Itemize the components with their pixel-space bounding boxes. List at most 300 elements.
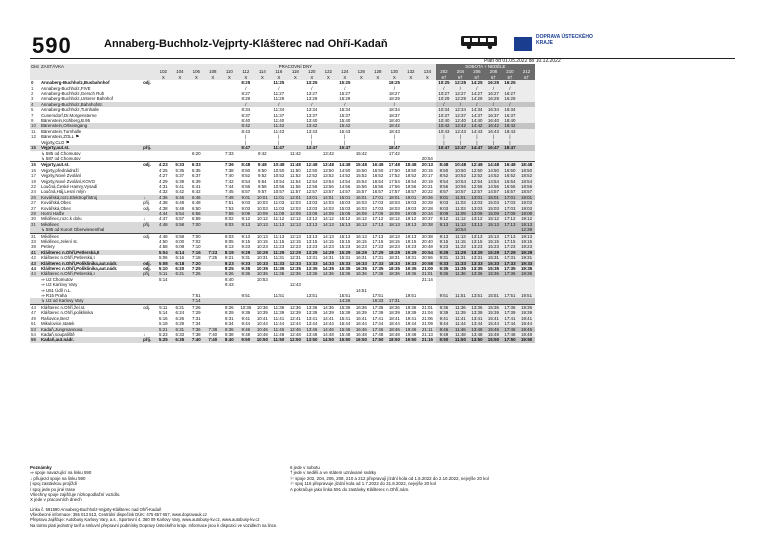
trip-number: 102 <box>155 69 172 74</box>
departure-time: 12:44 <box>289 321 301 327</box>
departure-time: 9:46 <box>238 327 255 332</box>
departure-time: 15:42 <box>337 123 354 128</box>
departure-time: 9:29 <box>238 250 255 255</box>
departure-time: 16:50 <box>502 168 519 173</box>
departure-time: 11:23 <box>273 244 285 250</box>
departure-time: 12:41 <box>289 315 301 321</box>
departure-time: 17:42 <box>388 150 400 156</box>
departure-time: 14:54 <box>485 179 502 184</box>
departure-time: 6:48 <box>192 200 201 206</box>
departure-time: 21:09 <box>421 321 433 327</box>
departure-time: 13:13 <box>469 233 486 239</box>
departure-time: 19:44 <box>518 321 535 326</box>
departure-time: 13:27 <box>306 91 318 97</box>
departure-time: / <box>304 102 321 107</box>
departure-time: 12:39 <box>289 310 301 316</box>
departure-time: / <box>469 102 486 107</box>
departure-time: 10:25 <box>436 80 453 85</box>
row-km: 3 <box>31 96 34 102</box>
departure-time: 16:50 <box>353 337 370 342</box>
departure-time: 15:25 <box>339 80 351 86</box>
departure-time: 12:56 <box>306 183 318 189</box>
departure-time: 10:54 <box>273 178 285 184</box>
table-row <box>30 80 535 85</box>
departure-time: 10:54 <box>452 179 469 184</box>
departure-time: 15:41 <box>339 315 351 321</box>
row-station-name: Kadaň,Jungmannova <box>40 327 142 332</box>
departure-time: 9:13 <box>436 233 453 239</box>
trip-number: 208 <box>485 69 502 74</box>
departure-time: 16:03 <box>355 205 367 211</box>
departure-time: 18:33 <box>386 261 403 266</box>
departure-time: 11:29 <box>452 250 469 255</box>
departure-time: 12:15 <box>289 239 301 244</box>
departure-time: 5:37 <box>175 173 185 179</box>
departure-time: 14:47 <box>469 145 486 150</box>
departure-time: 10:50 <box>452 168 469 173</box>
departure-time: 9:03 <box>436 200 453 205</box>
departure-time: 4:38 <box>159 200 168 206</box>
departure-time: 8:43 <box>241 128 251 134</box>
trip-symbol: 6† <box>485 75 502 80</box>
departure-time: 19:46 <box>403 327 420 332</box>
trip-symbol: X <box>287 75 304 80</box>
row-station-name: Petlery <box>41 244 55 250</box>
departure-time: 12:46 <box>287 327 304 332</box>
departure-time: 19:09 <box>403 211 420 216</box>
departure-time: 16:12 <box>355 216 367 222</box>
departure-time: 16:43 <box>485 129 502 134</box>
row-arrival-departure: příj. <box>142 145 155 150</box>
departure-time: 11:54 <box>289 178 301 184</box>
departure-time: 9:56 <box>258 183 267 189</box>
departure-time: 13:48 <box>469 332 486 337</box>
departure-time: 19:48 <box>518 332 535 337</box>
departure-time: 20:38 <box>419 222 436 227</box>
departure-time: 18:46 <box>386 327 403 332</box>
trip-number: 116 <box>271 69 288 74</box>
departure-time: 14:09 <box>320 211 337 216</box>
departure-time: 13:12 <box>306 216 318 222</box>
departure-time: 18:29 <box>386 250 403 255</box>
row-km: 33 <box>31 239 36 244</box>
departure-time: 15:48 <box>353 162 370 168</box>
departure-time: 12:48 <box>289 331 301 337</box>
departure-time: 9:46 <box>436 327 453 332</box>
departure-time: 19:36 <box>403 271 420 276</box>
departure-time: 13:36 <box>469 304 486 310</box>
departure-time: 11:57 <box>289 189 301 195</box>
row-km: 22 <box>31 183 36 189</box>
departure-time: 10:37 <box>436 113 453 118</box>
departure-time: 12:36 <box>287 304 304 310</box>
departure-time: 18:54 <box>518 179 535 184</box>
departure-time: 18:50 <box>518 168 535 173</box>
departure-time: 16:23 <box>355 244 367 250</box>
departure-time: 10:57 <box>452 189 469 194</box>
departure-time: 9:51 <box>436 293 453 298</box>
departure-time: 5:58 <box>172 222 189 227</box>
departure-time: 11:12 <box>452 216 469 221</box>
departure-time: 13:31 <box>469 255 486 260</box>
departure-time: 10:29 <box>436 96 453 101</box>
departure-time: 9:41 <box>241 315 251 321</box>
departure-time: 9:50 <box>238 337 255 342</box>
departure-time: 8:48 <box>436 162 453 168</box>
row-km: 31 <box>30 233 40 239</box>
departure-time: 19:03 <box>518 206 535 211</box>
departure-time: 4:36 <box>155 195 172 200</box>
departure-time: 8:31 <box>225 315 234 321</box>
row-km: 38 <box>31 244 36 250</box>
departure-time: 15:36 <box>337 271 354 276</box>
departure-time: 16:41 <box>355 315 367 321</box>
departure-time: 12:50 <box>469 168 486 173</box>
departure-time: 11:50 <box>452 337 469 342</box>
row-station-name: Bärenstein,Kühberg,B.95 <box>41 118 91 124</box>
departure-time: 19:15 <box>405 239 417 244</box>
departure-time: 7:38 <box>205 327 222 332</box>
row-km: 24 <box>31 189 36 195</box>
departure-time: 10:12 <box>256 216 268 222</box>
departure-time: 6:21 <box>172 271 189 276</box>
departure-time: 15:33 <box>485 261 502 266</box>
departure-time: 15:41 <box>485 316 502 321</box>
departure-time: 18:57 <box>518 189 535 194</box>
row-station-name: ⇒ R15 Praha <box>41 293 67 299</box>
departure-time: 7:53 <box>225 205 234 211</box>
row-arrival-departure: příj. <box>142 337 155 342</box>
trip-symbol: X <box>386 75 403 80</box>
departure-time: 12:39 <box>518 227 535 233</box>
trip-symbol: X <box>205 75 222 80</box>
trip-symbol: 6† <box>469 75 486 80</box>
departure-time: 11:29 <box>273 96 285 102</box>
departure-time: 19:50 <box>403 337 420 342</box>
departure-time: 10:40 <box>436 118 453 123</box>
weekend-header: SOBOTA + NEDĚLE <box>436 64 535 69</box>
departure-time: | <box>245 139 247 145</box>
departure-time: 9:48 <box>241 331 251 337</box>
departure-time: 14:34 <box>469 107 486 112</box>
departure-time: 8:52 <box>241 173 251 179</box>
departure-time: 20:58 <box>419 261 436 266</box>
departure-time: 10:23 <box>256 244 268 250</box>
departure-time: 6:37 <box>192 173 201 179</box>
departure-time: 19:51 <box>518 293 535 298</box>
departure-time: 10:44 <box>256 321 268 327</box>
row-arrival-departure: příj. <box>143 200 151 206</box>
departure-time: 14:13 <box>320 222 337 227</box>
departure-time: 18:56 <box>405 183 417 189</box>
departure-time: 15:35 <box>485 266 502 271</box>
departure-time: 14:56 <box>485 184 502 189</box>
departure-time: 11:56 <box>289 183 301 189</box>
departure-time: | <box>393 139 395 145</box>
row-station-name: Annaberg-Buchholz,Bahnhofstr. <box>40 102 142 107</box>
departure-time: 20:54 <box>419 250 436 255</box>
timetable-header <box>30 30 735 59</box>
row-station-name: Měděnec <box>40 222 142 227</box>
departure-time: 6:35 <box>172 337 189 342</box>
departure-time: / <box>245 85 247 91</box>
departure-time: 10:27 <box>436 91 453 96</box>
departure-time: 11:13 <box>271 233 288 239</box>
row-station-name: Bärenstein,Ortseingang <box>40 123 142 128</box>
departure-time: 16:46 <box>353 327 370 332</box>
row-station-name: Kadaň,soupaliště <box>41 331 75 337</box>
departure-time: 11:37 <box>273 112 285 118</box>
departure-time: 10:03 <box>256 205 268 211</box>
departure-time: 14:25 <box>469 80 486 85</box>
departure-time: 10:48 <box>271 162 288 168</box>
departure-time: 12:57 <box>469 189 486 194</box>
departure-time: 10:42 <box>436 123 453 128</box>
trip-number: 212 <box>518 69 535 74</box>
departure-time: 9:01 <box>436 195 453 200</box>
carrier-logo <box>514 33 594 55</box>
departure-time: 13:12 <box>469 216 486 221</box>
departure-time: 7:31 <box>192 315 201 321</box>
departure-time: 19:36 <box>518 271 535 276</box>
departure-time: 10:33 <box>254 261 271 266</box>
departure-time: 15:29 <box>337 250 354 255</box>
row-station-name: Vejprty,aut.st. <box>40 162 142 168</box>
departure-time: 12:40 <box>452 118 469 123</box>
row-station-name: Horní Halže <box>40 211 142 216</box>
departure-time: 10:36 <box>254 304 271 310</box>
departure-time: 4:32 <box>159 189 168 195</box>
row-arrival-departure: odj. <box>143 80 151 86</box>
row-arrival-departure: odj. <box>142 162 155 168</box>
departure-time: 10:43 <box>436 129 453 134</box>
departure-time: 8:50 <box>436 168 453 173</box>
departure-time: 18:27 <box>388 91 400 97</box>
departure-time: 15:56 <box>355 183 367 189</box>
departure-time: 16:27 <box>485 91 502 96</box>
departure-time: 20:56 <box>421 255 433 261</box>
col-km-header: Dist <box>31 64 39 69</box>
departure-time: 16:39 <box>355 310 367 316</box>
note-line: / spoj jede po jiné trase <box>30 486 76 492</box>
departure-time: 9:36 <box>436 271 453 276</box>
departure-time: 13:33 <box>304 261 321 266</box>
footer-line: Všeobecné informace: 355 013 513, Centrální dispečink DÚK: 475 657 657, www.dopravauk.cz <box>30 512 207 518</box>
departure-time: 13:03 <box>469 200 486 205</box>
departure-time: 8:40 <box>221 337 238 342</box>
departure-time: 16:36 <box>353 271 370 276</box>
row-arrival-departure: ↓ <box>142 195 155 200</box>
departure-time: 17:41 <box>372 315 384 321</box>
row-km: 17 <box>31 173 36 179</box>
departure-time: 16:09 <box>353 211 370 216</box>
table-row <box>30 337 535 342</box>
departure-time: 19:48 <box>405 331 417 337</box>
trip-symbol: X <box>188 75 205 80</box>
departure-time: 4:47 <box>159 216 168 222</box>
departure-time: 8:57 <box>436 189 453 194</box>
departure-time: 12:23 <box>289 244 301 250</box>
departure-time: 7:16 <box>188 250 205 255</box>
departure-time: 19:51 <box>405 293 417 299</box>
row-station-name: Klášterec n.Ohří,poliklinika <box>41 310 93 316</box>
departure-time: 15:52 <box>355 173 367 179</box>
departure-time: 12:31 <box>289 255 301 261</box>
departure-time: 14:43 <box>469 129 486 134</box>
departure-time: 8:23 <box>221 261 238 266</box>
departure-time: 8:56 <box>241 183 251 189</box>
departure-time: 9:13 <box>238 233 255 239</box>
departure-time: 9:35 <box>436 266 453 271</box>
row-arrival-departure: příj. <box>142 271 155 276</box>
departure-time: 11:25 <box>273 80 285 86</box>
departure-time: / <box>238 102 255 107</box>
departure-time: 4:44 <box>155 211 172 216</box>
departure-time: 8:54 <box>241 178 251 184</box>
departure-time: 14:48 <box>485 162 502 168</box>
departure-time: 6:29 <box>175 321 185 327</box>
departure-time: 16:33 <box>370 298 387 304</box>
footer-line: Na tomto plati jednotný tarif a smluvní přepravní podmínky Dopravy Ústeckého kraje. Informace jsou k dispozici ve vozidlech na lince. <box>30 522 278 528</box>
departure-time: 13:39 <box>306 310 318 316</box>
departure-time: 9:15 <box>436 239 453 244</box>
departure-time: 19:29 <box>403 250 420 255</box>
departure-time: 13:42 <box>304 123 321 128</box>
departure-time: 15:46 <box>337 327 354 332</box>
departure-time: 6:08 <box>175 244 185 250</box>
row-station-name: Rašovice,Berz <box>41 315 70 321</box>
departure-time: 12:29 <box>287 250 304 255</box>
departure-time: 17:44 <box>372 321 384 327</box>
departure-time: 13:01 <box>304 195 321 200</box>
departure-time: 12:13 <box>287 233 304 239</box>
note-line: ⚐ spoj 116 přepravuje jízdní kola od 1.7.2022 do 31.8.2022, nejvýše 20 kol <box>290 481 436 487</box>
departure-time: 21:14 <box>421 276 433 282</box>
departure-time: 14:15 <box>322 239 334 244</box>
departure-time: 12:50 <box>306 167 318 173</box>
departure-time: 15:34 <box>339 107 351 113</box>
departure-time: 15:13 <box>337 222 354 227</box>
departure-time: 5:14 <box>159 310 168 316</box>
departure-time: 17:36 <box>502 304 519 310</box>
note-line: | spoj zastávkou projíždí <box>30 481 78 487</box>
departure-time: 17:36 <box>370 304 387 310</box>
departure-time: 13:03 <box>306 200 318 206</box>
departure-time: | <box>485 140 502 145</box>
departure-time: 10:54 <box>452 227 469 233</box>
departure-time: 9:48 <box>436 332 453 337</box>
departure-time: 18:25 <box>388 80 400 86</box>
departure-time: 18:43 <box>388 128 400 134</box>
departure-time: 11:42 <box>289 150 301 156</box>
departure-time: 19:50 <box>518 337 535 342</box>
departure-time: 15:03 <box>485 200 502 205</box>
departure-time: 6:18 <box>172 261 189 266</box>
departure-time: 10:46 <box>254 327 271 332</box>
departure-time: 4:29 <box>159 178 168 184</box>
departure-time: 17:50 <box>370 337 387 342</box>
departure-time: 11:09 <box>271 211 288 216</box>
departure-time: 16:36 <box>353 304 370 310</box>
note-line: ⇒ spoje navazující na linku 590 <box>30 470 92 476</box>
departure-time: 15:43 <box>339 128 351 134</box>
departure-time: 16:35 <box>355 266 367 272</box>
departure-time: 14:35 <box>322 266 334 272</box>
departure-time: 11:13 <box>452 233 469 239</box>
row-station-name: Vejprty,Nové Zvolání,KOVO <box>41 178 96 184</box>
departure-time: 12:43 <box>452 129 469 134</box>
departure-time: 13:47 <box>304 145 321 150</box>
row-km: 51 <box>31 321 36 327</box>
departure-time: 16:54 <box>502 179 519 184</box>
departure-time: 19:15 <box>518 239 535 244</box>
departure-time: 17:35 <box>372 266 384 272</box>
departure-time: 12:25 <box>452 80 469 85</box>
departure-time: 17:48 <box>372 331 384 337</box>
departure-time: | <box>311 139 313 145</box>
departure-time: 15:40 <box>339 118 351 124</box>
departure-time: 16:50 <box>372 167 384 173</box>
trip-symbol: X <box>155 75 172 80</box>
departure-time: 7:38 <box>225 167 234 173</box>
departure-time: 18:47 <box>502 145 519 150</box>
trip-symbol: 6† <box>502 75 519 80</box>
departure-time: 9:13 <box>436 222 453 227</box>
departure-time: 11:23 <box>452 244 469 249</box>
departure-time: 5:33 <box>172 162 189 168</box>
departure-time: 12:01 <box>287 195 304 200</box>
departure-time: 7:14 <box>188 298 205 304</box>
departure-time: 10:29 <box>254 250 271 255</box>
departure-time: / <box>311 85 313 91</box>
departure-time: 4:48 <box>155 222 172 227</box>
row-station-name: Klášterec n.Ohří,Poliklinika,aut.nádr. <box>40 261 142 266</box>
trip-number: 130 <box>386 69 403 74</box>
departure-time: / <box>502 86 519 91</box>
departure-time: 19:03 <box>405 200 417 206</box>
departure-time: 5:35 <box>175 167 185 173</box>
departure-time: 10:56 <box>452 184 469 189</box>
departure-time: 19:13 <box>518 233 535 239</box>
departure-time: 21:06 <box>421 315 433 321</box>
departure-time: 14:50 <box>320 337 337 342</box>
departure-time: 11:39 <box>452 310 469 315</box>
departure-time: 10:53 <box>256 276 268 282</box>
departure-time: 20:21 <box>421 183 433 189</box>
departure-time: 15:23 <box>339 244 351 250</box>
departure-time: 12:56 <box>469 184 486 189</box>
departure-time: 10:36 <box>238 304 255 310</box>
departure-time: 7:29 <box>192 310 201 316</box>
departure-time: 15:50 <box>337 337 354 342</box>
departure-time: 17:51 <box>372 293 384 299</box>
departure-time: 12:48 <box>469 162 486 168</box>
departure-time: 15:01 <box>337 195 354 200</box>
row-station-name: Klášterec n.Ohří,Petlerská,II <box>40 250 142 255</box>
row-km: 15 <box>30 162 40 168</box>
departure-time: 11:50 <box>289 167 301 173</box>
departure-time: 15:48 <box>485 332 502 337</box>
departure-time: 9:03 <box>241 205 251 211</box>
row-km: 9 <box>31 118 34 124</box>
departure-time: 11:35 <box>452 266 469 271</box>
trip-number: 124 <box>337 69 354 74</box>
departure-time: 6:35 <box>192 167 201 173</box>
departure-time: 11:33 <box>271 261 288 266</box>
row-station-name: Kovářská,Obec <box>41 205 72 211</box>
row-km: 41 <box>30 250 40 255</box>
row-station-name: Klášterec n.Ohří,Poliklinika,aut.nádr. <box>41 266 118 272</box>
